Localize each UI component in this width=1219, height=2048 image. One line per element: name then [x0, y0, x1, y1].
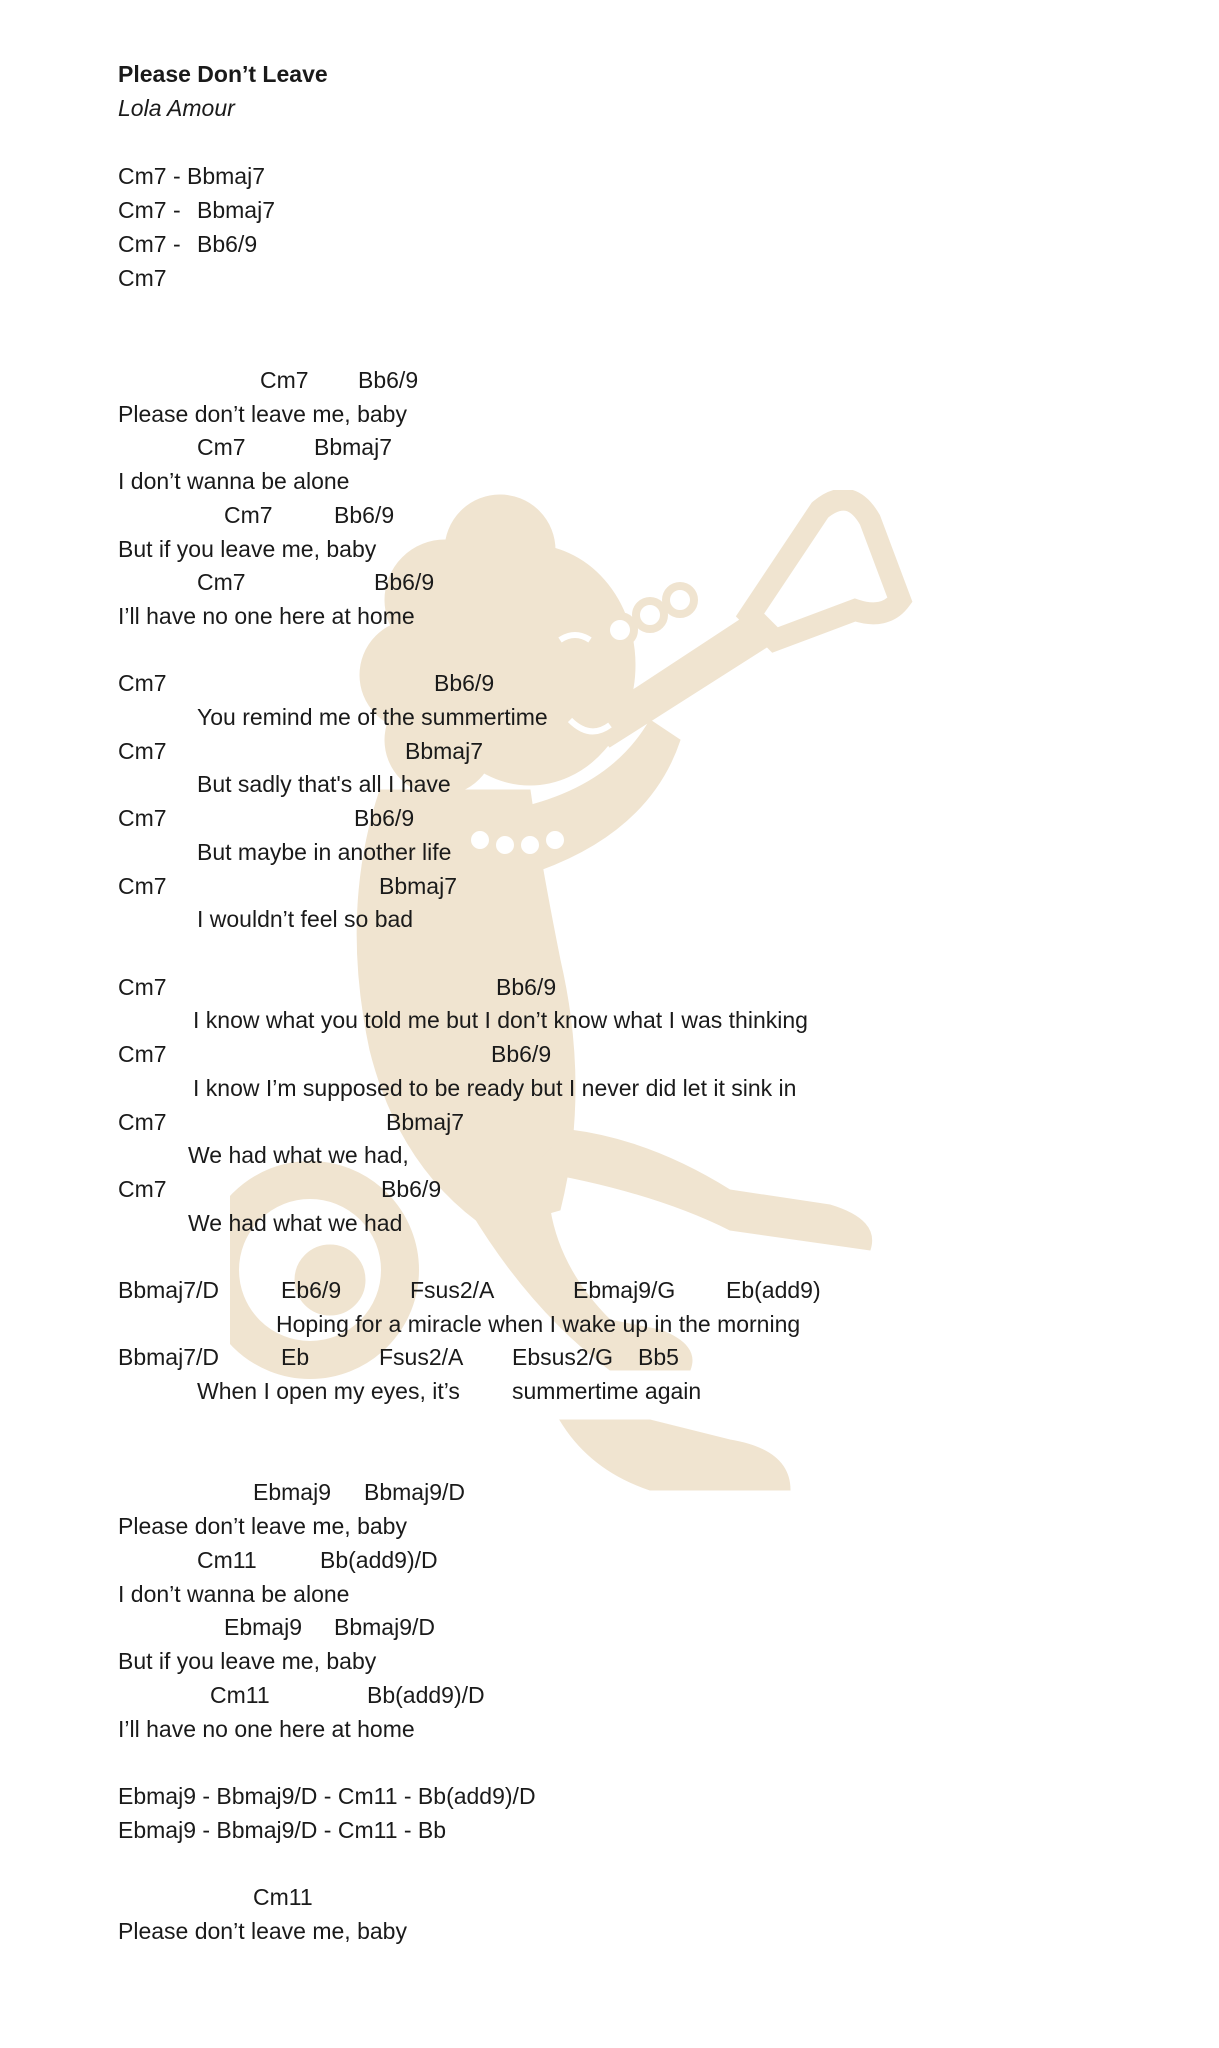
chord: Bb(add9)/D — [367, 1682, 485, 1708]
lyric-line: But if you leave me, baby — [118, 1648, 377, 1674]
lyric-line: You remind me of the summertime — [197, 704, 548, 730]
chord: Ebmaj9 — [224, 1614, 302, 1640]
lyric-line: Please don’t leave me, baby — [118, 1513, 407, 1539]
lyric-line: I don’t wanna be alone — [118, 1581, 350, 1607]
chord: Cm7 — [118, 738, 167, 764]
lyric-line: We had what we had — [188, 1210, 403, 1236]
chord: Eb — [281, 1344, 310, 1370]
chord: Bbmaj7/D — [118, 1344, 219, 1370]
chord: Bb6/9 — [354, 805, 415, 831]
chord: Cm7 — [224, 502, 273, 528]
chord: Ebsus2/G — [512, 1344, 613, 1370]
chord: Eb(add9) — [726, 1277, 821, 1303]
lyric-line: But if you leave me, baby — [118, 536, 377, 562]
lyric-line: I know what you told me but I don’t know what I was thinking — [193, 1007, 808, 1033]
chord: Fsus2/A — [410, 1277, 495, 1303]
intro-chord: Cm7 - — [118, 231, 181, 257]
chord: Bbmaj7 — [379, 873, 457, 899]
chord: Bbmaj7 — [314, 434, 392, 460]
song-artist: Lola Amour — [118, 95, 235, 121]
lyric-line: I wouldn’t feel so bad — [197, 906, 414, 932]
chord: Bb6/9 — [374, 569, 435, 595]
chord: Bb6/9 — [358, 367, 419, 393]
interlude-line: Ebmaj9 - Bbmaj9/D - Cm11 - Bb(add9)/D — [118, 1783, 536, 1809]
intro-chord: Bb6/9 — [197, 231, 258, 257]
chord: Bb5 — [638, 1344, 679, 1370]
chord: Bb6/9 — [334, 502, 395, 528]
intro-chord: Bbmaj7 — [197, 197, 275, 223]
chord: Bbmaj7 — [386, 1109, 464, 1135]
lyric-line: When I open my eyes, it’s — [197, 1378, 460, 1404]
lyric-line: Hoping for a miracle when I wake up in the morning — [276, 1311, 801, 1337]
intro-chord: Cm7 - — [118, 197, 181, 223]
chord: Cm7 — [197, 434, 246, 460]
chord: Bb6/9 — [491, 1041, 552, 1067]
chord: Cm7 — [118, 1109, 167, 1135]
interlude-line: Ebmaj9 - Bbmaj9/D - Cm11 - Bb — [118, 1817, 447, 1843]
chord: Cm7 — [118, 1041, 167, 1067]
lyric-line: I know I’m supposed to be ready but I never did let it sink in — [193, 1075, 797, 1101]
lyric-line: summertime again — [512, 1378, 702, 1404]
chord: Bbmaj7 — [405, 738, 483, 764]
chord: Bb6/9 — [434, 670, 495, 696]
chord: Cm11 — [210, 1682, 270, 1708]
chord: Bbmaj9/D — [364, 1479, 465, 1505]
chord: Cm7 — [197, 569, 246, 595]
lyric-line: But maybe in another life — [197, 839, 452, 865]
lyric-line: I’ll have no one here at home — [118, 1716, 415, 1742]
intro-chord: Cm7 — [118, 265, 167, 291]
lyric-line: We had what we had, — [188, 1142, 409, 1168]
chord: Ebmaj9 — [253, 1479, 331, 1505]
chord: Bb(add9)/D — [320, 1547, 438, 1573]
chord: Cm7 — [118, 670, 167, 696]
chord: Cm7 — [260, 367, 309, 393]
chord: Cm7 — [118, 1176, 167, 1202]
chord: Fsus2/A — [379, 1344, 464, 1370]
lyric-line: I’ll have no one here at home — [118, 603, 415, 629]
chord: Cm7 — [118, 873, 167, 899]
lyric-line: But sadly that's all I have — [197, 771, 451, 797]
chord: Bb6/9 — [496, 974, 557, 1000]
chord: Eb6/9 — [281, 1277, 342, 1303]
intro-line: Cm7 - Bbmaj7 — [118, 163, 265, 189]
chord: Cm7 — [118, 805, 167, 831]
lyric-line: Please don’t leave me, baby — [118, 1918, 407, 1944]
chord: Cm7 — [118, 974, 167, 1000]
song-title: Please Don’t Leave — [118, 61, 328, 87]
lyric-line: Please don’t leave me, baby — [118, 401, 407, 427]
lyric-line: I don’t wanna be alone — [118, 468, 350, 494]
chord: Cm11 — [253, 1884, 313, 1910]
chord: Ebmaj9/G — [573, 1277, 676, 1303]
chord: Bbmaj7/D — [118, 1277, 219, 1303]
chord: Bbmaj9/D — [334, 1614, 435, 1640]
chord: Cm11 — [197, 1547, 257, 1573]
chord: Bb6/9 — [381, 1176, 442, 1202]
